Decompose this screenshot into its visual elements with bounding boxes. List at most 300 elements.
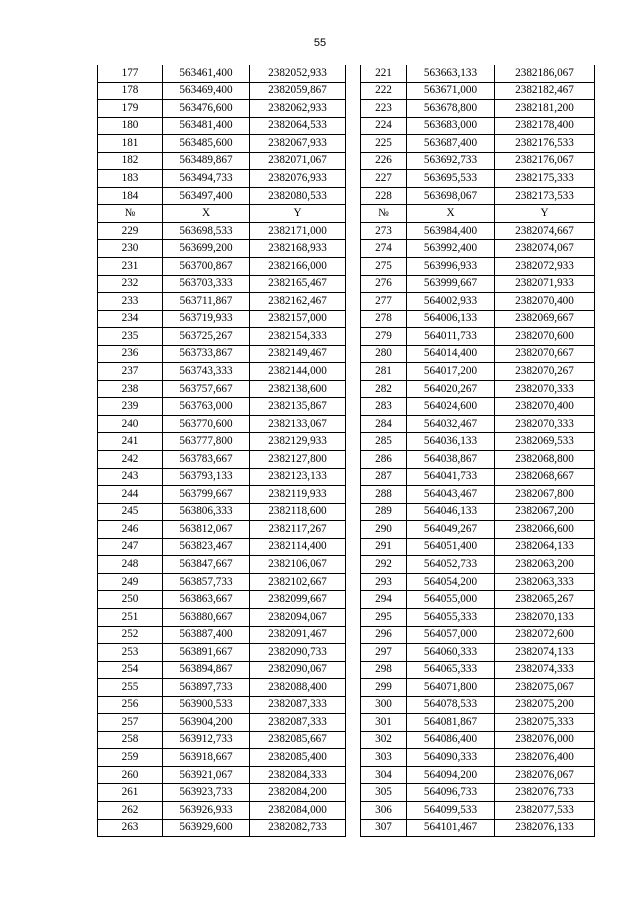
- point-number-cell: 249: [98, 573, 163, 591]
- x-coordinate-cell: 563799,667: [163, 486, 250, 504]
- y-coordinate-cell: 2382173,533: [495, 187, 595, 205]
- column-gap: [346, 661, 361, 679]
- y-coordinate-cell: 2382084,000: [250, 801, 346, 819]
- column-gap: [346, 538, 361, 556]
- y-coordinate-cell: 2382074,067: [495, 240, 595, 258]
- column-gap: [346, 696, 361, 714]
- column-gap: [346, 275, 361, 293]
- x-coordinate-cell: 563777,800: [163, 433, 250, 451]
- x-coordinate-cell: 563984,400: [407, 222, 495, 240]
- y-coordinate-cell: 2382178,400: [495, 117, 595, 135]
- point-number-cell: 259: [98, 749, 163, 767]
- x-coordinate-cell: 563880,667: [163, 608, 250, 626]
- column-gap: [346, 679, 361, 697]
- point-number-cell: 235: [98, 328, 163, 346]
- point-number-cell: 223: [361, 100, 407, 118]
- y-coordinate-cell: 2382117,267: [250, 521, 346, 539]
- table-row: [98, 135, 595, 153]
- column-gap: [346, 205, 361, 223]
- y-coordinate-cell: 2382080,533: [250, 187, 346, 205]
- point-number-cell: 295: [361, 608, 407, 626]
- point-number-cell: 179: [98, 100, 163, 118]
- point-number-cell: 306: [361, 801, 407, 819]
- y-coordinate-cell: 2382070,133: [495, 608, 595, 626]
- table-row: [98, 468, 595, 486]
- column-gap: [346, 608, 361, 626]
- y-coordinate-cell: 2382091,467: [250, 626, 346, 644]
- y-coordinate-cell: 2382165,467: [250, 275, 346, 293]
- x-coordinate-cell: 563823,467: [163, 538, 250, 556]
- column-gap: [346, 415, 361, 433]
- x-coordinate-cell: 564071,800: [407, 679, 495, 697]
- column-gap: [346, 433, 361, 451]
- x-coordinate-cell: 563698,533: [163, 222, 250, 240]
- table-row: [98, 170, 595, 188]
- header-x-coordinate-cell: X: [163, 205, 250, 223]
- y-coordinate-cell: 2382084,333: [250, 766, 346, 784]
- column-gap: [346, 152, 361, 170]
- column-gap: [346, 573, 361, 591]
- column-gap: [346, 310, 361, 328]
- y-coordinate-cell: 2382059,867: [250, 82, 346, 100]
- y-coordinate-cell: 2382119,933: [250, 486, 346, 504]
- x-coordinate-cell: 564094,200: [407, 766, 495, 784]
- point-number-cell: 297: [361, 644, 407, 662]
- x-coordinate-cell: 564065,333: [407, 661, 495, 679]
- point-number-cell: 302: [361, 731, 407, 749]
- table-row: [98, 714, 595, 732]
- point-number-cell: 230: [98, 240, 163, 258]
- x-coordinate-cell: 563757,667: [163, 380, 250, 398]
- x-coordinate-cell: 564032,467: [407, 415, 495, 433]
- x-coordinate-cell: 564038,867: [407, 451, 495, 469]
- x-coordinate-cell: 563733,867: [163, 345, 250, 363]
- table-row: [98, 538, 595, 556]
- x-coordinate-cell: 563481,400: [163, 117, 250, 135]
- y-coordinate-cell: 2382075,067: [495, 679, 595, 697]
- table-row: [98, 433, 595, 451]
- y-coordinate-cell: 2382074,133: [495, 644, 595, 662]
- x-coordinate-cell: 564017,200: [407, 363, 495, 381]
- x-coordinate-cell: 564081,867: [407, 714, 495, 732]
- point-number-cell: 282: [361, 380, 407, 398]
- y-coordinate-cell: 2382071,933: [495, 275, 595, 293]
- point-number-cell: 182: [98, 152, 163, 170]
- table-row: [98, 100, 595, 118]
- x-coordinate-cell: 564036,133: [407, 433, 495, 451]
- y-coordinate-cell: 2382144,000: [250, 363, 346, 381]
- x-coordinate-cell: 564011,733: [407, 328, 495, 346]
- point-number-cell: 255: [98, 679, 163, 697]
- y-coordinate-cell: 2382084,200: [250, 784, 346, 802]
- coordinates-table-body: [98, 65, 595, 837]
- table-row: [98, 521, 595, 539]
- y-coordinate-cell: 2382085,400: [250, 749, 346, 767]
- point-number-cell: 261: [98, 784, 163, 802]
- y-coordinate-cell: 2382162,467: [250, 293, 346, 311]
- point-number-cell: 252: [98, 626, 163, 644]
- y-coordinate-cell: 2382063,200: [495, 556, 595, 574]
- point-number-cell: 262: [98, 801, 163, 819]
- table-row: [98, 766, 595, 784]
- x-coordinate-cell: 563806,333: [163, 503, 250, 521]
- header-x-coordinate-cell: X: [407, 205, 495, 223]
- coordinates-table: [97, 65, 595, 837]
- y-coordinate-cell: 2382087,333: [250, 714, 346, 732]
- x-coordinate-cell: 563926,933: [163, 801, 250, 819]
- table-row: [98, 608, 595, 626]
- y-coordinate-cell: 2382186,067: [495, 65, 595, 82]
- point-number-cell: 221: [361, 65, 407, 82]
- header-y-coordinate-cell: Y: [250, 205, 346, 223]
- table-row: [98, 503, 595, 521]
- column-gap: [346, 222, 361, 240]
- point-number-cell: 233: [98, 293, 163, 311]
- y-coordinate-cell: 2382082,733: [250, 819, 346, 837]
- table-row: [98, 275, 595, 293]
- y-coordinate-cell: 2382067,800: [495, 486, 595, 504]
- x-coordinate-cell: 563489,867: [163, 152, 250, 170]
- y-coordinate-cell: 2382176,533: [495, 135, 595, 153]
- column-gap: [346, 626, 361, 644]
- column-gap: [346, 187, 361, 205]
- column-gap: [346, 451, 361, 469]
- y-coordinate-cell: 2382085,667: [250, 731, 346, 749]
- y-coordinate-cell: 2382066,600: [495, 521, 595, 539]
- y-coordinate-cell: 2382118,600: [250, 503, 346, 521]
- column-gap: [346, 801, 361, 819]
- y-coordinate-cell: 2382123,133: [250, 468, 346, 486]
- point-number-cell: 287: [361, 468, 407, 486]
- point-number-cell: 178: [98, 82, 163, 100]
- y-coordinate-cell: 2382076,067: [495, 766, 595, 784]
- column-gap: [346, 65, 361, 82]
- y-coordinate-cell: 2382070,667: [495, 345, 595, 363]
- y-coordinate-cell: 2382076,000: [495, 731, 595, 749]
- y-coordinate-cell: 2382072,933: [495, 258, 595, 276]
- x-coordinate-cell: 564006,133: [407, 310, 495, 328]
- point-number-cell: 307: [361, 819, 407, 837]
- header-y-coordinate-cell: Y: [495, 205, 595, 223]
- point-number-cell: 247: [98, 538, 163, 556]
- x-coordinate-cell: 563695,533: [407, 170, 495, 188]
- column-gap: [346, 380, 361, 398]
- x-coordinate-cell: 563699,200: [163, 240, 250, 258]
- column-gap: [346, 486, 361, 504]
- x-coordinate-cell: 564052,733: [407, 556, 495, 574]
- point-number-cell: 226: [361, 152, 407, 170]
- y-coordinate-cell: 2382102,667: [250, 573, 346, 591]
- point-number-cell: 300: [361, 696, 407, 714]
- point-number-cell: 289: [361, 503, 407, 521]
- y-coordinate-cell: 2382087,333: [250, 696, 346, 714]
- y-coordinate-cell: 2382062,933: [250, 100, 346, 118]
- table-row: [98, 65, 595, 82]
- y-coordinate-cell: 2382070,267: [495, 363, 595, 381]
- x-coordinate-cell: 563469,400: [163, 82, 250, 100]
- point-number-cell: 245: [98, 503, 163, 521]
- point-number-cell: 232: [98, 275, 163, 293]
- point-number-cell: 301: [361, 714, 407, 732]
- x-coordinate-cell: 563999,667: [407, 275, 495, 293]
- column-gap: [346, 591, 361, 609]
- table-row: [98, 644, 595, 662]
- x-coordinate-cell: 564041,733: [407, 468, 495, 486]
- point-number-cell: 177: [98, 65, 163, 82]
- x-coordinate-cell: 563897,733: [163, 679, 250, 697]
- point-number-cell: 251: [98, 608, 163, 626]
- y-coordinate-cell: 2382133,067: [250, 415, 346, 433]
- column-gap: [346, 135, 361, 153]
- x-coordinate-cell: 563678,800: [407, 100, 495, 118]
- x-coordinate-cell: 563687,400: [407, 135, 495, 153]
- x-coordinate-cell: 563929,600: [163, 819, 250, 837]
- y-coordinate-cell: 2382175,333: [495, 170, 595, 188]
- y-coordinate-cell: 2382070,333: [495, 415, 595, 433]
- x-coordinate-cell: 563770,600: [163, 415, 250, 433]
- x-coordinate-cell: 563461,400: [163, 65, 250, 82]
- y-coordinate-cell: 2382068,800: [495, 451, 595, 469]
- y-coordinate-cell: 2382076,733: [495, 784, 595, 802]
- point-number-cell: 244: [98, 486, 163, 504]
- x-coordinate-cell: 563992,400: [407, 240, 495, 258]
- point-number-cell: 181: [98, 135, 163, 153]
- point-number-cell: 243: [98, 468, 163, 486]
- point-number-cell: 305: [361, 784, 407, 802]
- page-number: 55: [313, 37, 327, 49]
- table-row: [98, 82, 595, 100]
- point-number-cell: 277: [361, 293, 407, 311]
- table-row: [98, 240, 595, 258]
- table-row: [98, 626, 595, 644]
- column-gap: [346, 784, 361, 802]
- y-coordinate-cell: 2382157,000: [250, 310, 346, 328]
- column-gap: [346, 293, 361, 311]
- column-gap: [346, 468, 361, 486]
- column-gap: [346, 556, 361, 574]
- point-number-cell: 286: [361, 451, 407, 469]
- point-number-cell: 304: [361, 766, 407, 784]
- x-coordinate-cell: 563763,000: [163, 398, 250, 416]
- y-coordinate-cell: 2382075,200: [495, 696, 595, 714]
- x-coordinate-cell: 564054,200: [407, 573, 495, 591]
- table-row: [98, 415, 595, 433]
- y-coordinate-cell: 2382171,000: [250, 222, 346, 240]
- column-gap: [346, 363, 361, 381]
- point-number-cell: 274: [361, 240, 407, 258]
- x-coordinate-cell: 563698,067: [407, 187, 495, 205]
- point-number-cell: 239: [98, 398, 163, 416]
- point-number-cell: 242: [98, 451, 163, 469]
- table-row: [98, 784, 595, 802]
- point-number-cell: 225: [361, 135, 407, 153]
- y-coordinate-cell: 2382070,400: [495, 398, 595, 416]
- point-number-cell: 284: [361, 415, 407, 433]
- x-coordinate-cell: 563671,000: [407, 82, 495, 100]
- y-coordinate-cell: 2382072,600: [495, 626, 595, 644]
- y-coordinate-cell: 2382090,733: [250, 644, 346, 662]
- column-gap: [346, 521, 361, 539]
- point-number-cell: 276: [361, 275, 407, 293]
- x-coordinate-cell: 564057,000: [407, 626, 495, 644]
- point-number-cell: 285: [361, 433, 407, 451]
- point-number-cell: 184: [98, 187, 163, 205]
- column-gap: [346, 170, 361, 188]
- x-coordinate-cell: 563812,067: [163, 521, 250, 539]
- y-coordinate-cell: 2382063,333: [495, 573, 595, 591]
- table-row: [98, 293, 595, 311]
- y-coordinate-cell: 2382090,067: [250, 661, 346, 679]
- x-coordinate-cell: 563921,067: [163, 766, 250, 784]
- point-number-cell: 296: [361, 626, 407, 644]
- x-coordinate-cell: 563783,667: [163, 451, 250, 469]
- column-gap: [346, 240, 361, 258]
- x-coordinate-cell: 563923,733: [163, 784, 250, 802]
- x-coordinate-cell: 563887,400: [163, 626, 250, 644]
- column-gap: [346, 258, 361, 276]
- x-coordinate-cell: 563793,133: [163, 468, 250, 486]
- x-coordinate-cell: 563683,000: [407, 117, 495, 135]
- point-number-cell: 293: [361, 573, 407, 591]
- point-number-cell: 237: [98, 363, 163, 381]
- x-coordinate-cell: 564051,400: [407, 538, 495, 556]
- column-gap: [346, 100, 361, 118]
- column-gap: [346, 644, 361, 662]
- point-number-cell: 254: [98, 661, 163, 679]
- x-coordinate-cell: 564099,533: [407, 801, 495, 819]
- column-gap: [346, 398, 361, 416]
- point-number-cell: 180: [98, 117, 163, 135]
- point-number-cell: 224: [361, 117, 407, 135]
- table-row: [98, 222, 595, 240]
- point-number-cell: 299: [361, 679, 407, 697]
- x-coordinate-cell: 564024,600: [407, 398, 495, 416]
- x-coordinate-cell: 563863,667: [163, 591, 250, 609]
- y-coordinate-cell: 2382070,600: [495, 328, 595, 346]
- point-number-cell: 278: [361, 310, 407, 328]
- y-coordinate-cell: 2382094,067: [250, 608, 346, 626]
- x-coordinate-cell: 564043,467: [407, 486, 495, 504]
- y-coordinate-cell: 2382076,933: [250, 170, 346, 188]
- point-number-cell: 253: [98, 644, 163, 662]
- y-coordinate-cell: 2382070,333: [495, 380, 595, 398]
- y-coordinate-cell: 2382114,400: [250, 538, 346, 556]
- table-row: [98, 310, 595, 328]
- point-number-cell: 303: [361, 749, 407, 767]
- column-gap: [346, 819, 361, 837]
- point-number-cell: 183: [98, 170, 163, 188]
- column-gap: [346, 345, 361, 363]
- y-coordinate-cell: 2382154,333: [250, 328, 346, 346]
- y-coordinate-cell: 2382070,400: [495, 293, 595, 311]
- point-number-cell: 234: [98, 310, 163, 328]
- point-number-cell: 281: [361, 363, 407, 381]
- y-coordinate-cell: 2382129,933: [250, 433, 346, 451]
- x-coordinate-cell: 563497,400: [163, 187, 250, 205]
- y-coordinate-cell: 2382064,133: [495, 538, 595, 556]
- x-coordinate-cell: 563485,600: [163, 135, 250, 153]
- table-row: [98, 398, 595, 416]
- x-coordinate-cell: 564055,333: [407, 608, 495, 626]
- table-row: [98, 731, 595, 749]
- y-coordinate-cell: 2382065,267: [495, 591, 595, 609]
- y-coordinate-cell: 2382074,333: [495, 661, 595, 679]
- column-gap: [346, 731, 361, 749]
- y-coordinate-cell: 2382052,933: [250, 65, 346, 82]
- x-coordinate-cell: 563894,867: [163, 661, 250, 679]
- y-coordinate-cell: 2382067,200: [495, 503, 595, 521]
- point-number-cell: 227: [361, 170, 407, 188]
- point-number-cell: 240: [98, 415, 163, 433]
- y-coordinate-cell: 2382166,000: [250, 258, 346, 276]
- x-coordinate-cell: 563692,733: [407, 152, 495, 170]
- x-coordinate-cell: 563857,733: [163, 573, 250, 591]
- point-number-cell: 229: [98, 222, 163, 240]
- x-coordinate-cell: 563700,867: [163, 258, 250, 276]
- column-gap: [346, 766, 361, 784]
- y-coordinate-cell: 2382064,533: [250, 117, 346, 135]
- header-row: [98, 205, 595, 223]
- y-coordinate-cell: 2382077,533: [495, 801, 595, 819]
- column-gap: [346, 749, 361, 767]
- table-row: [98, 152, 595, 170]
- table-row: [98, 749, 595, 767]
- point-number-cell: 228: [361, 187, 407, 205]
- x-coordinate-cell: 563711,867: [163, 293, 250, 311]
- point-number-cell: 263: [98, 819, 163, 837]
- y-coordinate-cell: 2382168,933: [250, 240, 346, 258]
- point-number-cell: 250: [98, 591, 163, 609]
- y-coordinate-cell: 2382088,400: [250, 679, 346, 697]
- x-coordinate-cell: 563743,333: [163, 363, 250, 381]
- table-row: [98, 258, 595, 276]
- table-row: [98, 451, 595, 469]
- table-row: [98, 345, 595, 363]
- table-row: [98, 661, 595, 679]
- x-coordinate-cell: 563725,267: [163, 328, 250, 346]
- y-coordinate-cell: 2382127,800: [250, 451, 346, 469]
- table-row: [98, 486, 595, 504]
- x-coordinate-cell: 564049,267: [407, 521, 495, 539]
- y-coordinate-cell: 2382068,667: [495, 468, 595, 486]
- x-coordinate-cell: 563918,667: [163, 749, 250, 767]
- point-number-cell: 246: [98, 521, 163, 539]
- y-coordinate-cell: 2382099,667: [250, 591, 346, 609]
- x-coordinate-cell: 564014,400: [407, 345, 495, 363]
- x-coordinate-cell: 563891,667: [163, 644, 250, 662]
- point-number-cell: 275: [361, 258, 407, 276]
- table-row: [98, 363, 595, 381]
- point-number-cell: 290: [361, 521, 407, 539]
- point-number-cell: 248: [98, 556, 163, 574]
- point-number-cell: 257: [98, 714, 163, 732]
- y-coordinate-cell: 2382138,600: [250, 380, 346, 398]
- header-point-number-cell: №: [98, 205, 163, 223]
- x-coordinate-cell: 564090,333: [407, 749, 495, 767]
- column-gap: [346, 503, 361, 521]
- x-coordinate-cell: 564060,333: [407, 644, 495, 662]
- x-coordinate-cell: 563663,133: [407, 65, 495, 82]
- x-coordinate-cell: 564086,400: [407, 731, 495, 749]
- point-number-cell: 294: [361, 591, 407, 609]
- point-number-cell: 280: [361, 345, 407, 363]
- column-gap: [346, 117, 361, 135]
- column-gap: [346, 714, 361, 732]
- point-number-cell: 241: [98, 433, 163, 451]
- y-coordinate-cell: 2382076,133: [495, 819, 595, 837]
- y-coordinate-cell: 2382075,333: [495, 714, 595, 732]
- y-coordinate-cell: 2382182,467: [495, 82, 595, 100]
